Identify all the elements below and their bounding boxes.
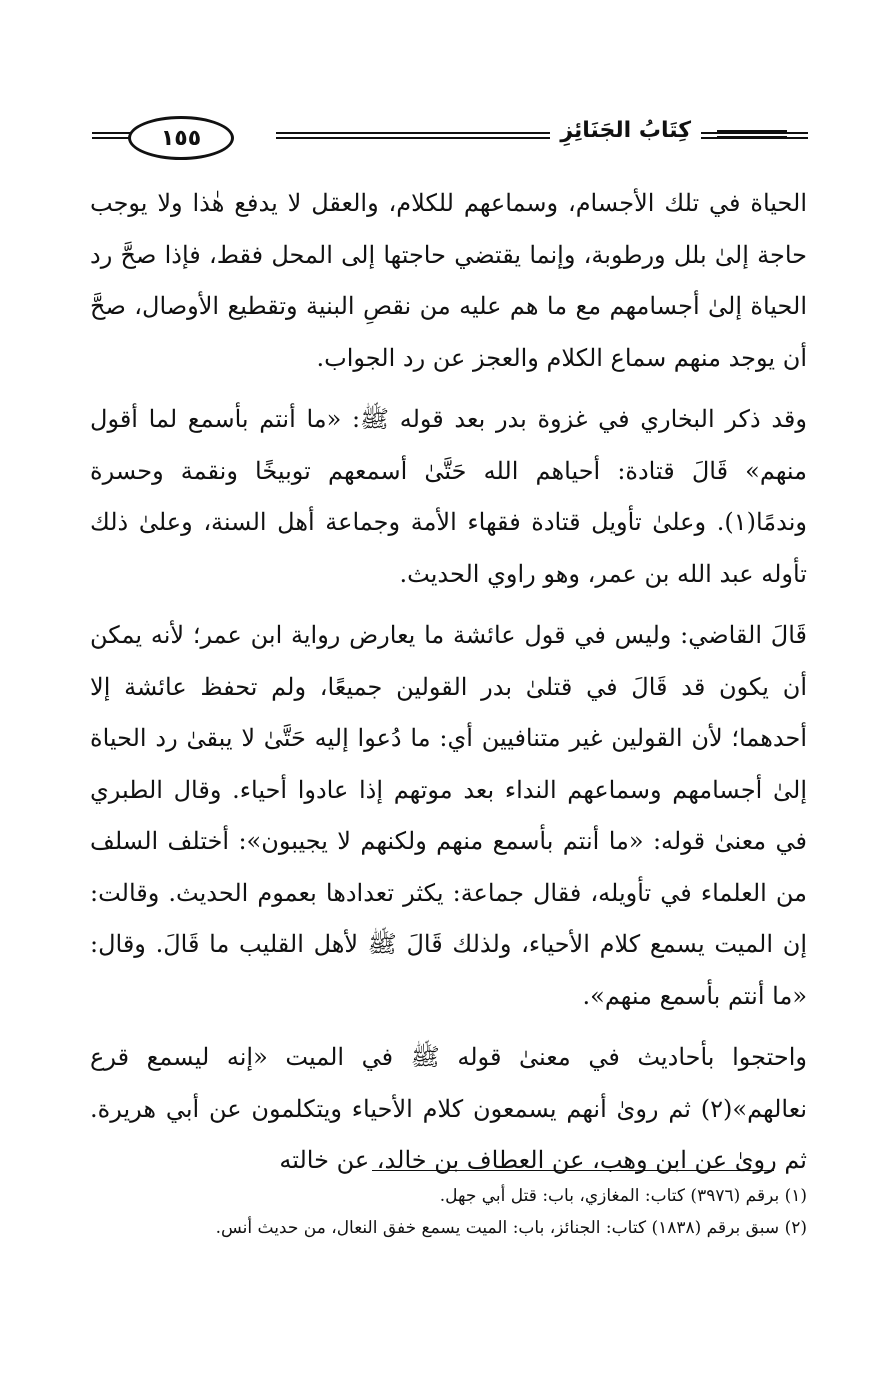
running-header <box>88 112 791 160</box>
footnote: (٢) سبق برقم (١٨٣٨) كتاب: الجنائز، باب: الميت يسمع خفق النعال، من حديث أنس. <box>215 1218 807 1238</box>
main-text <box>90 178 807 1187</box>
book-title: كِتَابُ الجَنَائِزِ <box>550 118 701 143</box>
footnote: (١) برقم (٣٩٧٦) كتاب: المغازي، باب: قتل أبي جهل. <box>439 1186 807 1206</box>
footnotes <box>90 1180 807 1244</box>
footnote-separator <box>372 1170 774 1171</box>
paragraph: الحياة في تلك الأجسام، وسماعهم للكلام، والعقل لا يدفع هٰذا ولا يوجب حاجة إلىٰ بلل ورطوبة، وإنما يقتضي حاجتها إلى المحل فقط، فإذا صحَّ رد الحياة إلىٰ أجسامهم مع ما هم عليه من نقصِ البنية وتقطيع الأوصال، صحَّ أن يوجد منهم سماع الكلام والعجز عن رد الجواب. <box>90 189 807 372</box>
header-ornament-bars <box>717 130 787 142</box>
page-number: ١٥٥ <box>128 116 234 160</box>
paragraph: قَالَ القاضي: وليس في قول عائشة ما يعارض رواية ابن عمر؛ لأنه يمكن أن يكون قد قَالَ في قتلىٰ بدر القولين جميعًا، ولم تحفظ عائشة إلا أحدهما؛ لأن القولين غير متنافيين أي: ما دُعوا إليه حَتَّىٰ لا يبقىٰ رد الحياة إلىٰ أجسامهم وسماعهم النداء بعد موتهم إذا عادوا أحياء. وقال الطبري في معنىٰ قوله: «ما أنتم بأسمع منهم ولكنهم لا يجيبون»: أختلف السلف من العلماء في تأويله، فقال جماعة: يكثر تعدادها بعموم الحديث. وقالت: إن الميت يسمع كلام الأحياء، ولذلك قَالَ ﷺ لأهل القليب ما قَالَ. وقال: «ما أنتم بأسمع منهم». <box>90 621 808 1010</box>
paragraph: وقد ذكر البخاري في غزوة بدر بعد قوله ﷺ: «ما أنتم بأسمع لما أقول منهم» قَالَ قتادة: أحياهم الله حَتَّىٰ أسمعهم توبيخًا ونقمة وحسرة وندمًا(١). وعلىٰ تأويل قتادة فقهاء الأمة وجماعة أهل السنة، وعلىٰ ذلك تأوله عبد الله بن عمر، وهو راوي الحديث. <box>90 405 807 588</box>
paragraph: واحتجوا بأحاديث في معنىٰ قوله ﷺ في الميت «إنه ليسمع قرع نعالهم»(٢) ثم روىٰ أنهم يسمعون كلام الأحياء ويتكلمون عن أبي هريرة. ثم روىٰ عن ابن وهب، عن العطاف بن خالد، عن خالته <box>90 1043 807 1174</box>
